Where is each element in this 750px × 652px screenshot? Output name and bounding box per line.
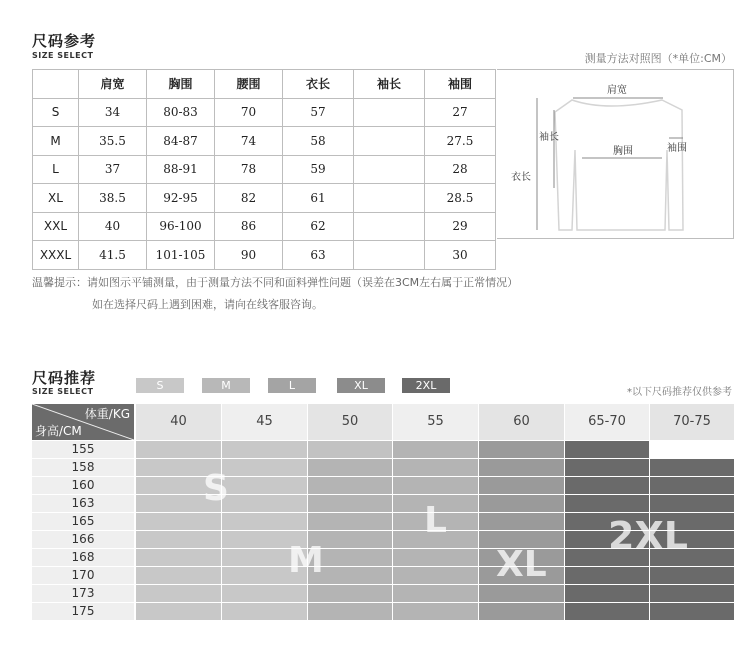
table-cell: 90 bbox=[215, 241, 283, 270]
table-cell: 41.5 bbox=[79, 241, 147, 270]
grid-cell bbox=[136, 531, 221, 548]
grid-cell bbox=[650, 477, 734, 494]
weight-header: 45 bbox=[222, 404, 307, 440]
grid-cell bbox=[308, 495, 392, 512]
header-cell bbox=[33, 70, 79, 99]
table-cell: 101-105 bbox=[147, 241, 215, 270]
tip-line-1: 温馨提示：请如图示平铺测量，由于测量方法不同和面料弹性问题（误差在3CM左右属于正常情况） bbox=[32, 276, 519, 289]
label-sleeve-length: 袖长 bbox=[539, 132, 559, 143]
table-cell: 74 bbox=[215, 127, 283, 156]
grid-cell bbox=[565, 441, 649, 458]
height-label: 166 bbox=[32, 531, 134, 548]
height-label: 158 bbox=[32, 459, 134, 476]
header-cell: 腰围 bbox=[215, 70, 283, 99]
size-cell: M bbox=[33, 127, 79, 156]
legend-chip-l: L bbox=[268, 378, 316, 393]
header-cell: 袖围 bbox=[425, 70, 496, 99]
grid-cell bbox=[650, 459, 734, 476]
table-cell: 34 bbox=[79, 98, 147, 127]
table-cell: 27.5 bbox=[425, 127, 496, 156]
grid-cell bbox=[222, 459, 307, 476]
table-row bbox=[33, 184, 496, 213]
table-cell: 28.5 bbox=[425, 184, 496, 213]
zone-label-l: L bbox=[424, 500, 447, 541]
table-cell bbox=[354, 241, 425, 270]
grid-cell bbox=[650, 585, 734, 602]
grid-cell bbox=[479, 585, 564, 602]
table-cell: 62 bbox=[283, 212, 354, 241]
grid-cell bbox=[136, 567, 221, 584]
grid-cell bbox=[136, 441, 221, 458]
grid-cell bbox=[136, 513, 221, 530]
grid-cell bbox=[308, 459, 392, 476]
table-cell: 58 bbox=[283, 127, 354, 156]
table-cell: 86 bbox=[215, 212, 283, 241]
grid-corner bbox=[32, 404, 134, 440]
header-cell: 胸围 bbox=[147, 70, 215, 99]
grid-cell bbox=[393, 567, 478, 584]
unit-note: 测量方法对照图（*单位:CM） bbox=[584, 52, 732, 65]
table-cell: 78 bbox=[215, 155, 283, 184]
table-row bbox=[33, 98, 496, 127]
table-cell: 70 bbox=[215, 98, 283, 127]
grid-cell bbox=[136, 585, 221, 602]
table-cell bbox=[354, 155, 425, 184]
height-label: 168 bbox=[32, 549, 134, 566]
height-label: 163 bbox=[32, 495, 134, 512]
table-cell: 59 bbox=[283, 155, 354, 184]
size-cell: L bbox=[33, 155, 79, 184]
label-shoulder: 肩宽 bbox=[607, 85, 627, 96]
height-label: 170 bbox=[32, 567, 134, 584]
grid-cell bbox=[650, 603, 734, 620]
table-cell: 88-91 bbox=[147, 155, 215, 184]
height-label: 175 bbox=[32, 603, 134, 620]
corner-height-label: 身高/CM bbox=[35, 424, 82, 438]
height-label: 155 bbox=[32, 441, 134, 458]
recommend-note: *以下尺码推荐仅供参考 bbox=[627, 387, 732, 398]
header-cell: 袖长 bbox=[354, 70, 425, 99]
size-cell: XXXL bbox=[33, 241, 79, 270]
grid-cell bbox=[222, 441, 307, 458]
table-row bbox=[33, 241, 496, 270]
table-cell: 82 bbox=[215, 184, 283, 213]
grid-cell bbox=[393, 603, 478, 620]
header-cell: 肩宽 bbox=[79, 70, 147, 99]
weight-header: 50 bbox=[308, 404, 392, 440]
grid-cell bbox=[308, 477, 392, 494]
section-subtitle: SIZE SELECT bbox=[32, 51, 94, 60]
header-cell: 衣长 bbox=[283, 70, 354, 99]
height-label: 173 bbox=[32, 585, 134, 602]
label-chest: 胸围 bbox=[613, 146, 633, 157]
weight-header: 40 bbox=[136, 404, 221, 440]
grid-cell bbox=[565, 495, 649, 512]
table-cell bbox=[354, 184, 425, 213]
grid-cell bbox=[650, 495, 734, 512]
table-cell: 35.5 bbox=[79, 127, 147, 156]
grid-cell bbox=[136, 549, 221, 566]
table-row bbox=[33, 155, 496, 184]
size-table bbox=[32, 69, 496, 270]
table-cell: 92-95 bbox=[147, 184, 215, 213]
grid-cell bbox=[308, 585, 392, 602]
grid-cell bbox=[222, 513, 307, 530]
table-cell: 28 bbox=[425, 155, 496, 184]
legend-chip-m: M bbox=[202, 378, 250, 393]
grid-cell bbox=[393, 477, 478, 494]
zone-label-2xl: 2XL bbox=[608, 514, 688, 558]
grid-cell bbox=[479, 477, 564, 494]
table-cell: 40 bbox=[79, 212, 147, 241]
grid-cell bbox=[308, 513, 392, 530]
section-title: 尺码推荐 bbox=[32, 369, 97, 387]
table-cell: 38.5 bbox=[79, 184, 147, 213]
weight-header: 60 bbox=[479, 404, 564, 440]
weight-header: 55 bbox=[393, 404, 478, 440]
grid-cell bbox=[565, 459, 649, 476]
corner-weight-label: 体重/KG bbox=[84, 407, 130, 421]
table-cell: 61 bbox=[283, 184, 354, 213]
section-subtitle: SIZE SELECT bbox=[32, 387, 94, 396]
table-cell: 27 bbox=[425, 98, 496, 127]
table-cell: 30 bbox=[425, 241, 496, 270]
grid-cell bbox=[308, 441, 392, 458]
grid-cell bbox=[650, 567, 734, 584]
table-cell: 37 bbox=[79, 155, 147, 184]
size-cell: XL bbox=[33, 184, 79, 213]
zone-label-xl: XL bbox=[496, 544, 547, 585]
grid-cell bbox=[565, 603, 649, 620]
section-title: 尺码参考 bbox=[32, 32, 97, 50]
table-cell: 80-83 bbox=[147, 98, 215, 127]
table-cell bbox=[354, 212, 425, 241]
legend-chip-xl: XL bbox=[337, 378, 385, 393]
legend-chip-2xl: 2XL bbox=[402, 378, 450, 393]
grid-cell bbox=[479, 495, 564, 512]
grid-cell bbox=[222, 495, 307, 512]
grid-cell bbox=[565, 585, 649, 602]
label-length: 衣长 bbox=[511, 172, 531, 183]
table-cell bbox=[354, 127, 425, 156]
grid-cell bbox=[479, 603, 564, 620]
grid-cell bbox=[222, 603, 307, 620]
grid-cell bbox=[222, 585, 307, 602]
measurement-diagram bbox=[497, 69, 734, 239]
zone-label-s: S bbox=[203, 468, 229, 509]
grid-cell bbox=[565, 567, 649, 584]
label-sleeve-width: 袖围 bbox=[667, 143, 687, 154]
table-cell: 96-100 bbox=[147, 212, 215, 241]
grid-cell bbox=[650, 441, 734, 458]
grid-cell bbox=[479, 459, 564, 476]
grid-cell bbox=[479, 441, 564, 458]
grid-cell bbox=[479, 513, 564, 530]
height-label: 165 bbox=[32, 513, 134, 530]
weight-header: 70-75 bbox=[650, 404, 734, 440]
table-cell: 29 bbox=[425, 212, 496, 241]
grid-cell bbox=[308, 603, 392, 620]
table-header-row bbox=[33, 70, 496, 99]
table-row bbox=[33, 127, 496, 156]
table-cell: 57 bbox=[283, 98, 354, 127]
grid-cell bbox=[222, 477, 307, 494]
legend-chip-s: S bbox=[136, 378, 184, 393]
table-row bbox=[33, 212, 496, 241]
weight-header: 65-70 bbox=[565, 404, 649, 440]
grid-cell bbox=[393, 441, 478, 458]
table-cell: 84-87 bbox=[147, 127, 215, 156]
grid-cell bbox=[393, 549, 478, 566]
zone-label-m: M bbox=[288, 540, 324, 581]
size-cell: XXL bbox=[33, 212, 79, 241]
table-cell bbox=[354, 98, 425, 127]
grid-cell bbox=[565, 477, 649, 494]
height-label: 160 bbox=[32, 477, 134, 494]
tip-line-2: 如在选择尺码上遇到困难，请向在线客服咨询。 bbox=[92, 298, 323, 311]
grid-cell bbox=[136, 603, 221, 620]
size-cell: S bbox=[33, 98, 79, 127]
grid-cell bbox=[393, 459, 478, 476]
grid-cell bbox=[393, 585, 478, 602]
table-cell: 63 bbox=[283, 241, 354, 270]
